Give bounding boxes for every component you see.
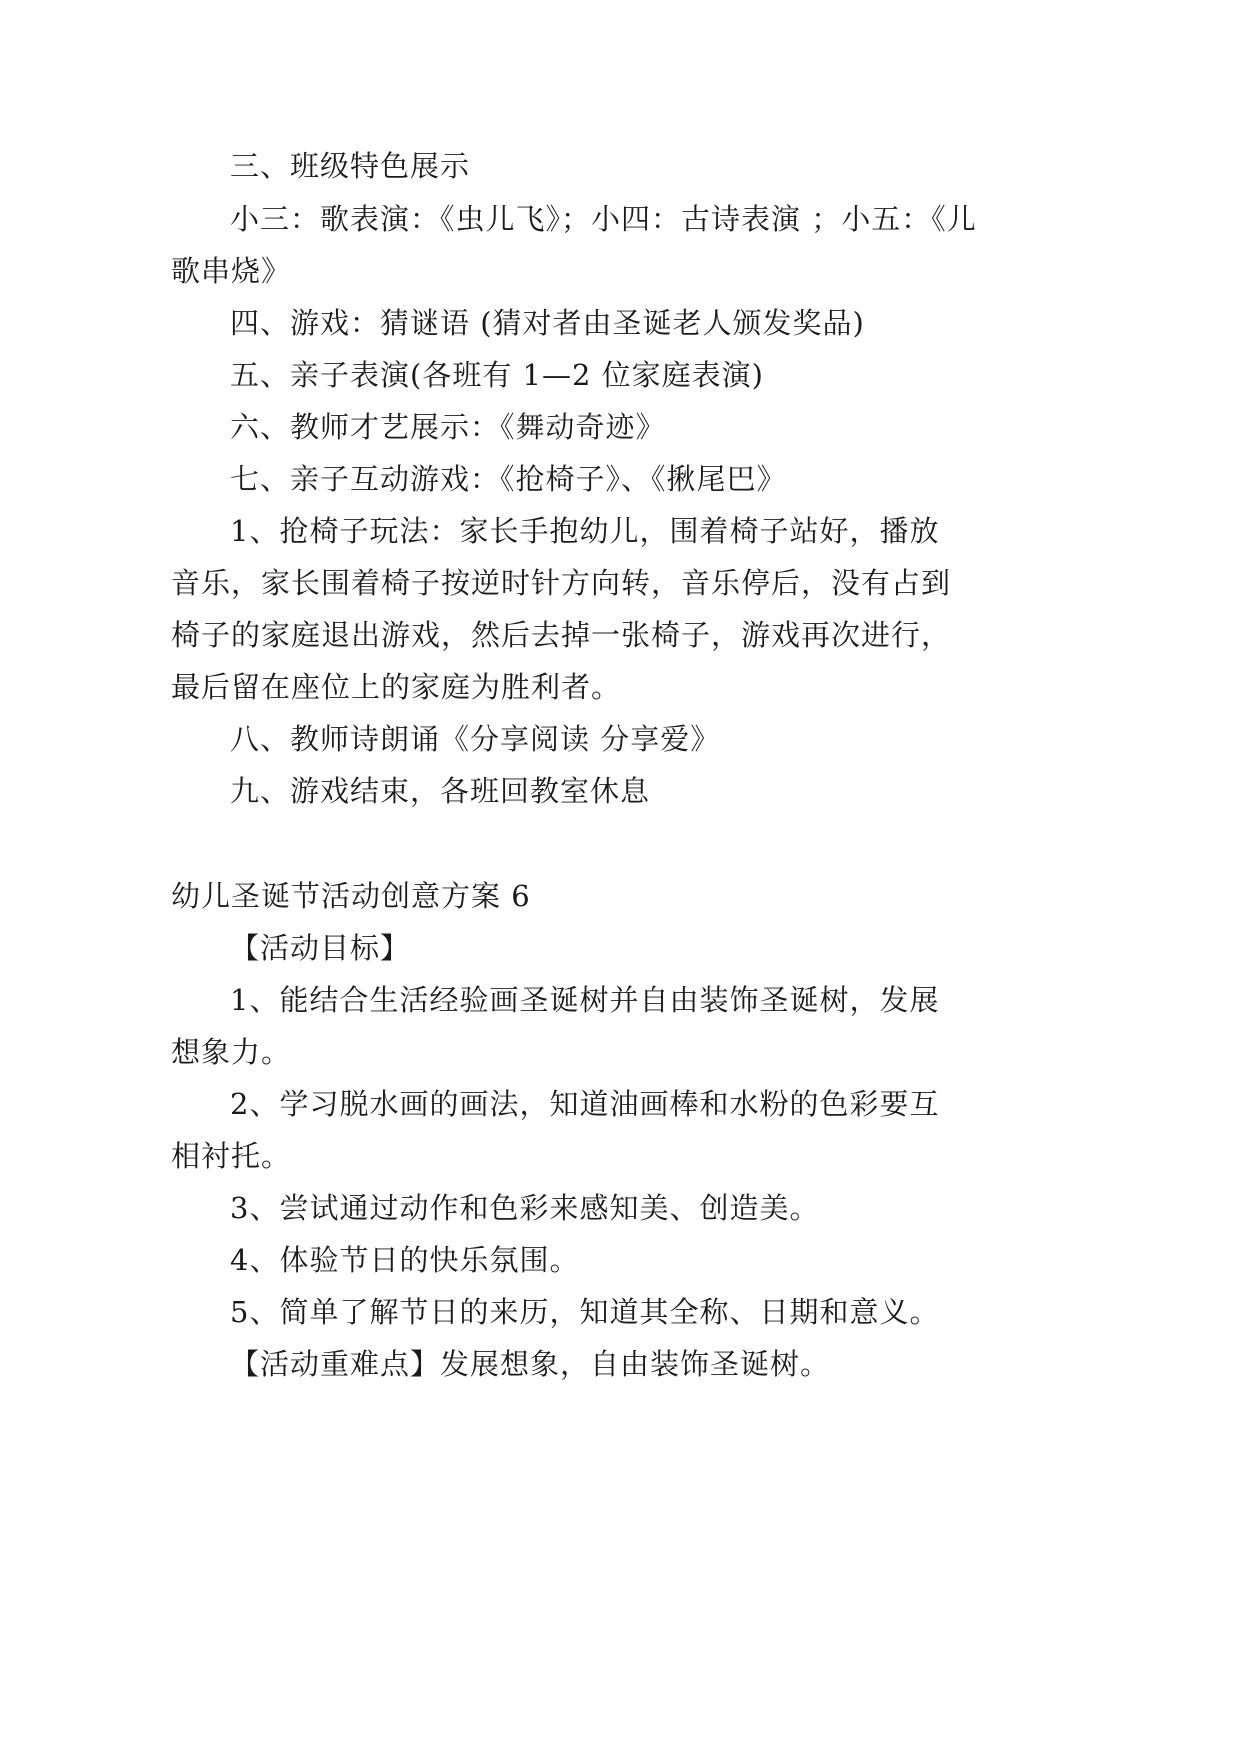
rule-one-line-2: 音乐，家长围着椅子按逆时针方向转，音乐停后，没有占到 [171, 566, 952, 600]
section-three-line-1: 小三：歌表演：《虫儿飞》；小四：古诗表演 ；小五：《儿 [230, 202, 977, 236]
section-five: 五、亲子表演(各班有 1—2 位家庭表演) [230, 358, 764, 392]
rule-one-line-1: 1、抢椅子玩法：家长手抱幼儿，围着椅子站好，播放 [230, 514, 940, 548]
rule-one-line-3: 椅子的家庭退出游戏，然后去掉一张椅子，游戏再次进行， [171, 618, 952, 652]
section-eight: 八、教师诗朗诵《分享阅读 分享爱》 [230, 722, 721, 756]
goal-1-line-2: 想象力。 [171, 1035, 292, 1069]
goal-2-line-2: 相衬托。 [171, 1139, 292, 1173]
goal-3: 3、尝试通过动作和色彩来感知美、创造美。 [230, 1191, 820, 1225]
goals-heading: 【活动目标】 [230, 931, 411, 965]
section-seven: 七、亲子互动游戏：《抢椅子》、《揪尾巴》 [230, 462, 787, 496]
section-three-line-2: 歌串烧》 [171, 254, 292, 288]
section-nine: 九、游戏结束，各班回教室休息 [230, 774, 651, 808]
section-three-heading: 三、班级特色展示 [230, 149, 471, 183]
goal-5: 5、简单了解节日的来历，知道其全称、日期和意义。 [230, 1295, 940, 1329]
rule-one-line-4: 最后留在座位上的家庭为胜利者。 [171, 670, 622, 704]
goal-4: 4、体验节日的快乐氛围。 [230, 1243, 580, 1277]
key-points: 【活动重难点】发展想象，自由装饰圣诞树。 [230, 1347, 831, 1381]
section-four: 四、游戏：猜谜语 (猜对者由圣诞老人颁发奖品) [230, 306, 865, 340]
goal-2-line-1: 2、学习脱水画的画法，知道油画棒和水粉的色彩要互 [230, 1087, 940, 1121]
plan-title: 幼儿圣诞节活动创意方案 6 [171, 879, 531, 913]
section-six: 六、教师才艺展示：《舞动奇迹》 [230, 410, 666, 444]
goal-1-line-1: 1、能结合生活经验画圣诞树并自由装饰圣诞树，发展 [230, 983, 940, 1017]
